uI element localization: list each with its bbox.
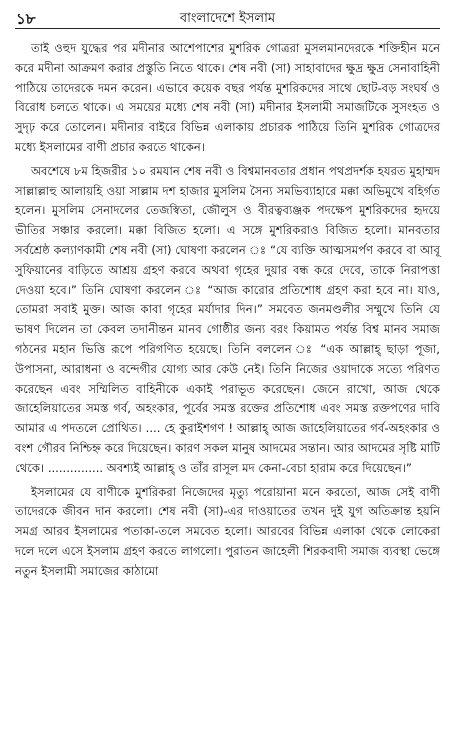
- running-title: বাংলাদেশে ইসলাম: [179, 11, 276, 26]
- paragraph-2: অবশেষে ৮ম হিজরীর ১০ রমযান শেষ নবী ও বিশ্বমানবতার প্রধান পথপ্রদর্শক হযরত মুহাম্মদ সাল্লাল্লাহু আলায়হি ওয়া সাল্লাম দশ হাজার মুসলিম সৈন্য সমভিব্যাহারে মক্কা অভিমুখে বহির্গত হলেন। মুসলিম সেনাদলের তেজস্বিতা, জৌলুস ও বীরত্বব্যঞ্জক পদক্ষেপ মুশরিকদের হৃদয়ে ভীতির সঞ্চার করলো। মক্কা বিজিত হলো। এ সঙ্গে মুশরিকরাও বিজিত হলো। মানবতার সর্বশ্রেষ্ঠ কল্যাণকামী শেষ নবী (সা) ঘোষণা করলেন ঃ “যে ব্যক্তি আত্মসমর্পণ করবে বা আবূ সুফিয়ানের বাড়িতে আশ্রয় গ্রহণ করবে অথবা গৃহের দুয়ার বন্ধ করে দেবে, তাকে নিরাপত্তা দেওয়া হবে।” তিনি ঘোষণা করলেন ঃ “আজ কারোর প্রতিশোধ গ্রহণ করা হবে না। যাও, তোমরা সবাই মুক্ত। আজ কাবা গৃহের মর্যাদার দিন।” সমবেত জনমণ্ডলীর সম্মুখে তিনি যে ভাষণ দিলেন তা কেবল তদানীন্তন মানব গোষ্ঠীর জন্য বরং কিয়ামত পর্যন্ত বিশ্ব মানব সমাজ গঠনের মহান ভিত্তি রূপে পরিগণিত হয়েছে। তিনি বললেন ঃ “এক আল্লাহ্ ছাড়া পূজা, উপাসনা, আরাধনা ও বন্দেগীর যোগ্য আর কেউ নেই। তিনি নিজের ওয়াদাকে সত্যে পরিণত করেছেন এবং সম্মিলিত বাহিনীকে একাই পরাভূত করেছেন। জেনে রাখো, আজ থেকে জাহেলিয়াতের সমস্ত গর্ব, অহংকার, পূর্বের সমস্ত রক্তের প্রতিশোধ এবং সমস্ত রক্তপণের দাবি আমার এ পদতলে প্রোথিত। .... হে কুরাইশগণ ! আল্লাহ্ আজ জাহেলিয়াতের গর্ব-অহংকার ও বংশ গৌরব নিশ্চিহ্ন করে দিয়েছেন। কারণ সকল মানুষ আদমের সন্তান। আর আদমের সৃষ্টি মাটি থেকে। ............... অবশ্যই আল্লাহ্ ও তাঁর রাসূল মদ কেনা-বেচা হারাম করে দিয়েছেন।”: [15, 163, 440, 475]
- page-header: [15, 4, 440, 29]
- page-body: [15, 39, 440, 582]
- paragraph-3: ইসলামের যে বাণীকে মুশরিকরা নিজেদের মৃত্যু পরোয়ানা মনে করতো, আজ সেই বাণী তাদেরকে জীবন দান করলো। শেষ নবী (সা)-এর দাওয়াতের তখন দুই যুগ অতিক্রান্ত হয়নি সমগ্র আরব ইসলামের পতাকা-তলে সমবেত হলো। আরবের বিভিন্ন এলাকা থেকে লোকেরা দলে দলে এসে ইসলাম গ্রহণ করতে লাগলো। পুরাতন জাহেলী শিরকবাদী সমাজ ব্যবস্থা ভেঙ্গে নতুন ইসলামী সমাজের কাঠামো: [15, 484, 440, 578]
- paragraph-1: তাই ওহুদ যুদ্ধের পর মদীনার আশেপাশের মুশরিক গোত্ররা মুসলমানদেরকে শক্তিহীন মনে করে মদীনা আক্রমণ করার প্রস্তুতি নিতে থাকে। শেষ নবী (সা) সাহাবাদের ক্ষুদ্র ক্ষুদ্র সেনাবাহিনী পাঠিয়ে তাদেরকে দমন করেন। এভাবে কয়েক বছর পর্যন্ত মুশরিকদের সাথে ছোট-বড় সংঘর্ষ ও বিরোধ চলতে থাকে। এ সময়ের মধ্যে শেষ নবী (সা) মদীনার ইসলামী সমাজটিকে সুসংহত ও সুদৃঢ় করে তোলেন। মদীনার বাইরে বিভিন্ন এলাকায় প্রচারক পাঠিয়ে তিনি মুশরিক গোত্রদের মধ্যে ইসলামের বাণী প্রচার করতে থাকেন।: [15, 41, 440, 154]
- page-number: ১৮: [16, 10, 36, 28]
